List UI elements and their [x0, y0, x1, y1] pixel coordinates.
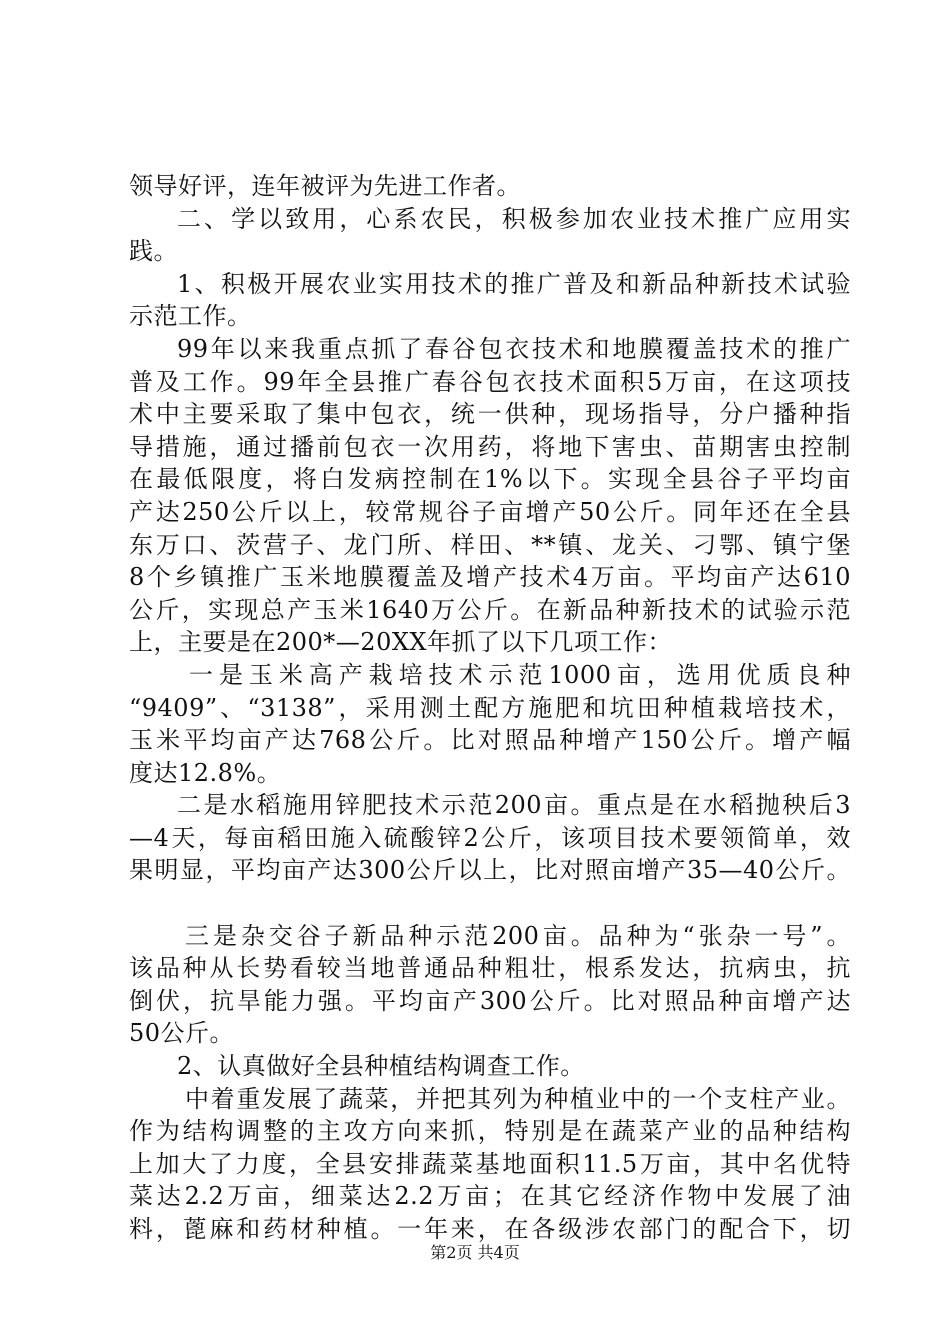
paragraph-line: 东万口、茨营子、龙门所、样田、**镇、龙关、刁鄂、镇宁堡 [129, 530, 851, 559]
paragraph-line: 三是杂交谷子新品种示范200亩。品种为“张杂一号”。 [185, 921, 851, 950]
blank-line [129, 887, 851, 920]
paragraph-line: 中着重发展了蔬菜，并把其列为种植业中的一个支柱产业。 [185, 1084, 851, 1113]
subsection-heading: 1、积极开展农业实用技术的推广普及和新品种新技术试验 [177, 269, 851, 298]
paragraph-line: 99年以来我重点抓了春谷包衣技术和地膜覆盖技术的推广 [177, 334, 851, 363]
subsection-heading: 2、认真做好全县种植结构调查工作。 [177, 1052, 585, 1081]
paragraph-line: 玉米平均亩产达768公斤。比对照品种增产150公斤。增产幅 [129, 726, 851, 755]
paragraph-line: —4天，每亩稻田施入硫酸锌2公斤，该项目技术要领简单，效 [129, 823, 851, 852]
page-number: 第2页 共4页 [430, 1243, 520, 1262]
paragraph-line: 50公斤。 [129, 1019, 235, 1048]
section-heading: 二、学以致用，心系农民，积极参加农业技术推广应用实 [177, 204, 851, 233]
paragraph-line: 菜达2.2万亩，细菜达2.2万亩；在其它经济作物中发展了油 [129, 1182, 851, 1211]
paragraph-line: 作为结构调整的主攻方向来抓，特别是在蔬菜产业的品种结构 [129, 1117, 851, 1146]
paragraph-line: 度达12.8%。 [129, 758, 282, 787]
text-line: 示范工作。 [129, 302, 252, 331]
text-line: 领导好评，连年被评为先进工作者。 [129, 172, 521, 200]
paragraph-line: 倒伏，抗旱能力强。平均亩产300公斤。比对照品种亩增产达 [129, 986, 851, 1015]
paragraph-line: 二是水稻施用锌肥技术示范200亩。重点是在水稻抛秧后3 [177, 791, 851, 820]
page-footer [0, 1240, 950, 1263]
paragraph-line: 该品种从长势看较当地普通品种粗壮，根系发达，抗病虫，抗 [129, 954, 851, 983]
paragraph-line: 果明显，平均亩产达300公斤以上，比对照亩增产35—40公斤。 [129, 856, 851, 885]
paragraph-line: 料，蓖麻和药材种植。一年来，在各级涉农部门的配合下，切 [129, 1215, 851, 1243]
paragraph-line: 8个乡镇推广玉米地膜覆盖及增产技术4万亩。平均亩产达610 [129, 563, 851, 592]
paragraph-line: 产达250公斤以上，较常规谷子亩增产50公斤。同年还在全县 [129, 497, 851, 526]
paragraph-line: 导措施，通过播前包衣一次用药，将地下害虫、苗期害虫控制 [129, 432, 851, 461]
text-line: 践。 [129, 237, 178, 266]
paragraph-line: 一是玉米高产栽培技术示范1000亩，选用优质良种 [189, 660, 851, 689]
paragraph-line: 术中主要采取了集中包衣，统一供种，现场指导，分户播种指 [129, 400, 851, 429]
paragraph-line: “9409”、“3138”，采用测土配方施肥和坑田种植栽培技术， [129, 693, 851, 722]
document-body [129, 170, 851, 1246]
paragraph-line: 上加大了力度，全县安排蔬菜基地面积11.5万亩，其中名优特 [129, 1149, 851, 1178]
paragraph-line: 公斤，实现总产玉米1640万公斤。在新品种新技术的试验示范 [129, 595, 851, 624]
paragraph-line: 在最低限度，将白发病控制在1%以下。实现全县谷子平均亩 [129, 465, 851, 494]
paragraph-line: 普及工作。99年全县推广春谷包衣技术面积5万亩，在这项技 [129, 367, 851, 396]
paragraph-line: 上，主要是在200*—20XX年抓了以下几项工作： [129, 628, 673, 657]
